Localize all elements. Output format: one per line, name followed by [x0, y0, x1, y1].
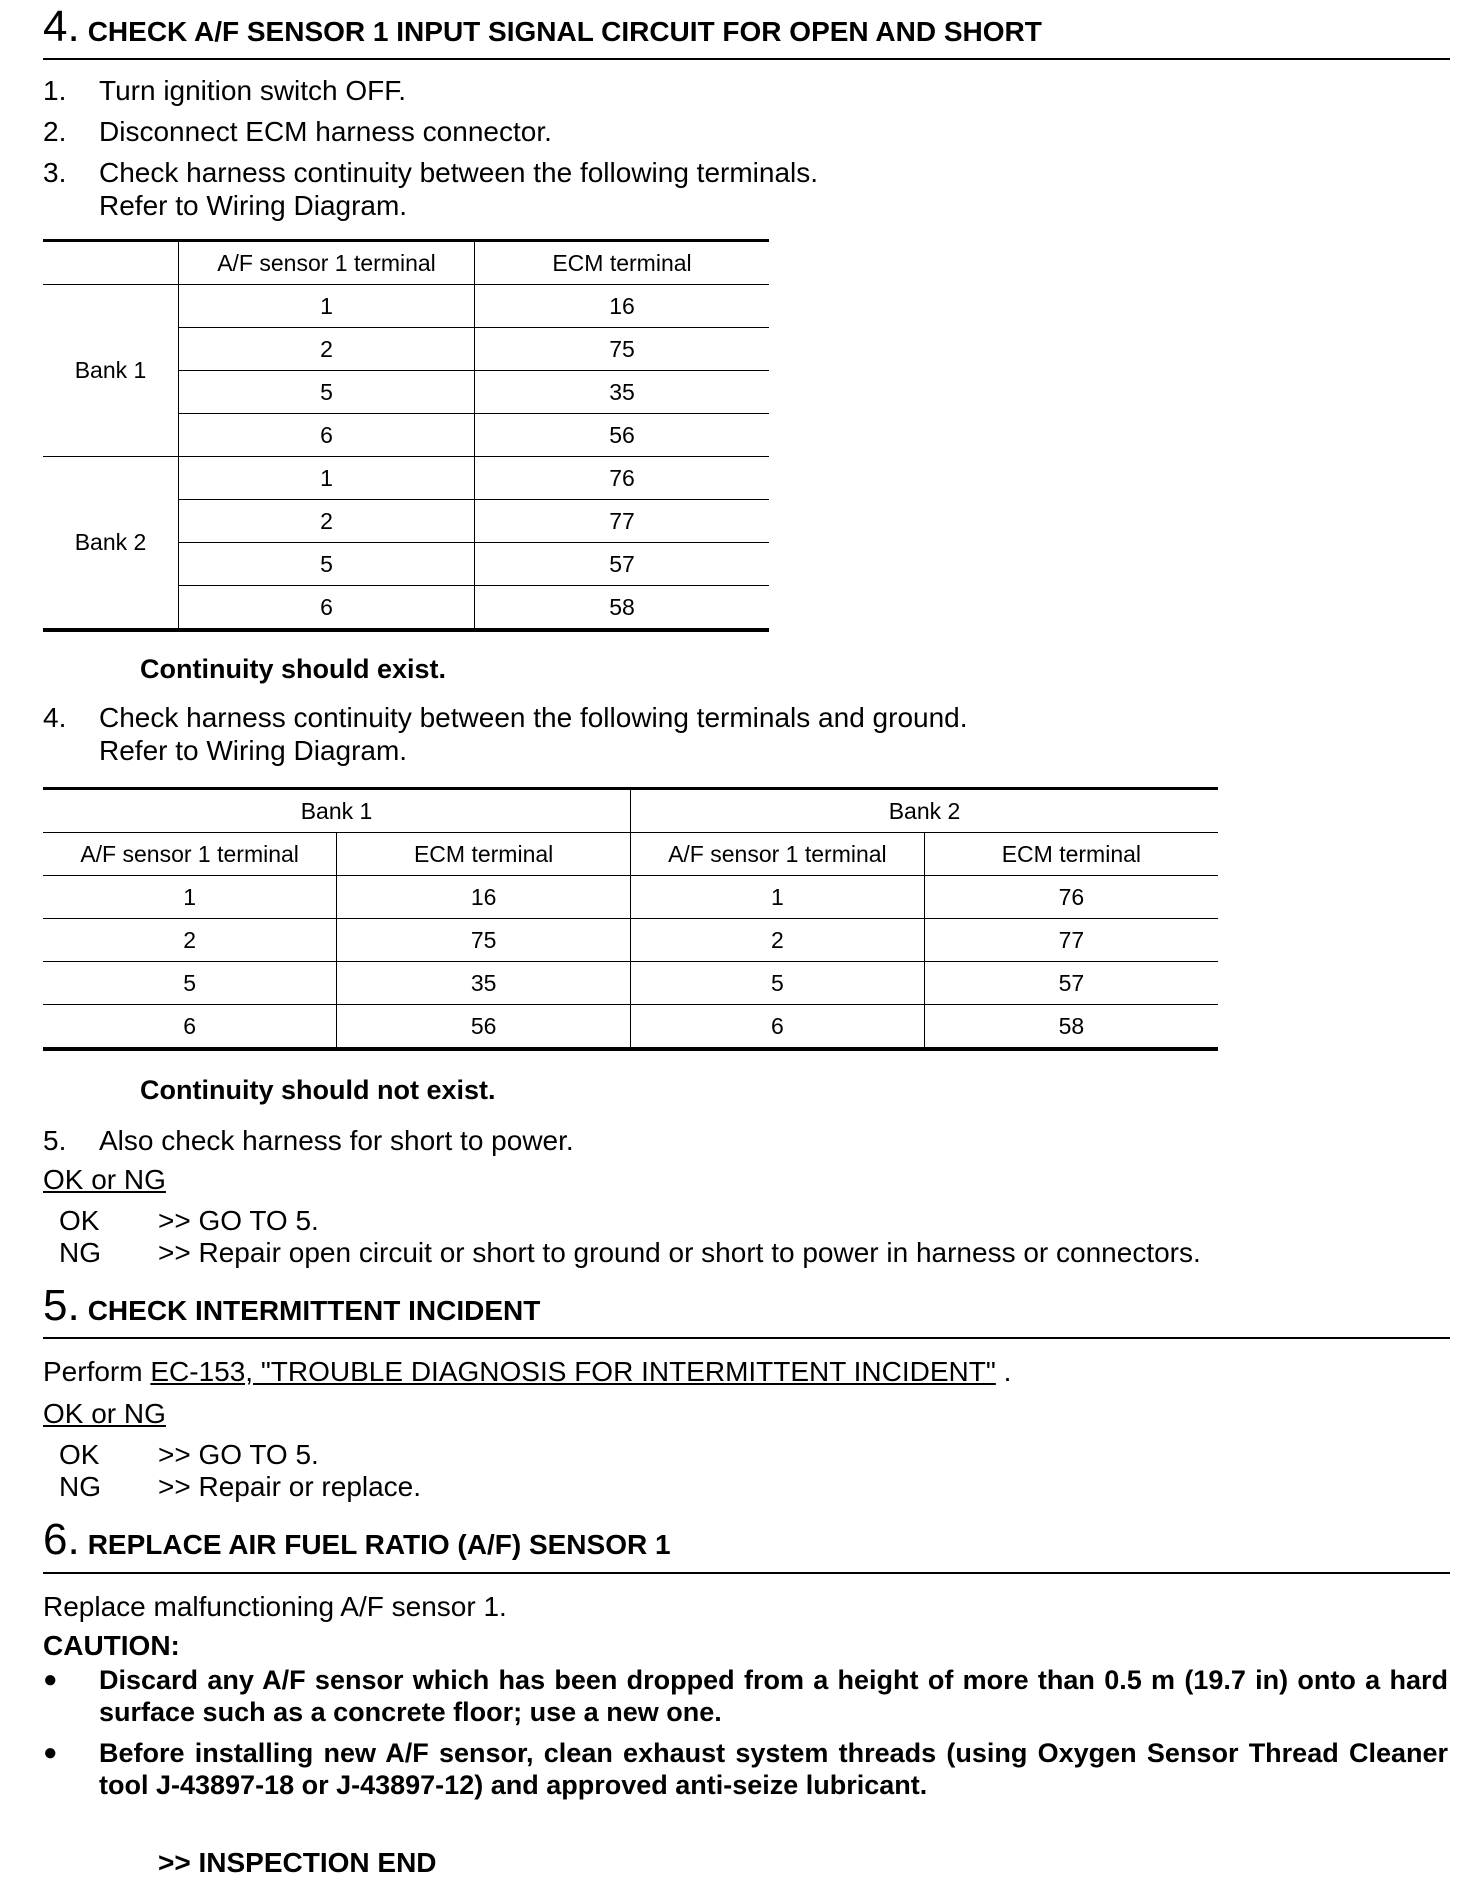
table-group-row	[43, 789, 1218, 833]
table-cell: 75	[475, 328, 770, 371]
section-divider	[43, 1572, 1450, 1574]
table-row	[43, 457, 769, 500]
list-item: 4. Check harness continuity between the following terminals and ground.	[43, 702, 968, 733]
table-cell: 2	[631, 919, 925, 962]
caution-bullet	[43, 1737, 1448, 1801]
ng-key: NG	[59, 1471, 101, 1502]
ok-or-ng-label: OK or NG	[43, 1164, 166, 1195]
ok-action: >> GO TO 5.	[158, 1439, 319, 1470]
ok-or-ng-label: OK or NG	[43, 1398, 166, 1429]
step-4-heading	[43, 2, 1042, 52]
bullet-icon: ●	[43, 1739, 58, 1766]
perform-line: Perform EC-153, "TROUBLE DIAGNOSIS FOR INTERMITTENT INCIDENT" .	[43, 1356, 1012, 1387]
caution-bullet	[43, 1664, 1448, 1728]
step-title: REPLACE AIR FUEL RATIO (A/F) SENSOR 1	[87, 1529, 671, 1560]
step-number: 6.	[43, 1515, 80, 1564]
table-cell: 35	[475, 371, 770, 414]
table-cell: 16	[475, 285, 770, 328]
table-header-row	[43, 833, 1218, 876]
ng-result-row	[43, 1237, 1201, 1269]
instruction-list	[43, 701, 968, 767]
table-header: A/F sensor 1 terminal	[43, 833, 337, 876]
step-title: CHECK INTERMITTENT INCIDENT	[87, 1295, 541, 1326]
table-cell: 6	[183, 1012, 197, 1039]
ground-continuity-table	[43, 787, 1218, 1051]
table-cell: 35	[337, 962, 631, 1005]
table-row	[43, 962, 1218, 1005]
ok-result-row	[43, 1439, 319, 1471]
table-cell: 6	[320, 593, 333, 620]
table-cell: 77	[924, 919, 1218, 962]
bullet-text: Discard any A/F sensor which has been dropped from a height of more than 0.5 m (19.7 in) onto a hard surface such as a concrete floor; use a new one.	[99, 1665, 1448, 1727]
table-cell: 1	[179, 457, 475, 500]
table-row	[43, 919, 1218, 962]
table-cell: 16	[337, 876, 631, 919]
table-cell: 2	[179, 328, 475, 371]
bullet-text: Before installing new A/F sensor, clean exhaust system threads (using Oxygen Sensor Thread Cleaner tool J-43897-18 or J-43897-12) and approved anti-seize lubricant.	[99, 1738, 1448, 1800]
table-cell: 75	[337, 919, 631, 962]
reference-link[interactable]: EC-153, "TROUBLE DIAGNOSIS FOR INTERMITTENT INCIDENT"	[150, 1356, 996, 1387]
list-item: 3. Check harness continuity between the following terminals.	[43, 157, 819, 188]
step-6-heading	[43, 1515, 671, 1565]
ng-result-row	[43, 1471, 421, 1503]
table-cell: 56	[337, 1005, 631, 1050]
table-header: A/F sensor 1 terminal	[631, 833, 925, 876]
ok-result-row	[43, 1205, 319, 1237]
table-cell: 2	[179, 500, 475, 543]
ng-action: >> Repair or replace.	[158, 1471, 422, 1502]
table-cell: 5	[179, 371, 475, 414]
bank-label: Bank 1	[43, 285, 179, 457]
table-cell: 76	[924, 876, 1218, 919]
table-header: ECM terminal	[475, 241, 770, 285]
caution-label: CAUTION:	[43, 1630, 180, 1661]
inspection-end: >> INSPECTION END	[158, 1847, 437, 1878]
table-cell: 77	[475, 500, 770, 543]
step-number: 4.	[43, 2, 80, 51]
result-note: Continuity should exist.	[140, 654, 447, 684]
list-item: 1. Turn ignition switch OFF.	[43, 75, 407, 106]
section-divider	[43, 1337, 1450, 1339]
table-cell: 76	[475, 457, 770, 500]
table-row	[43, 285, 769, 328]
table-header: ECM terminal	[924, 833, 1218, 876]
table-header: A/F sensor 1 terminal	[179, 241, 475, 285]
list-item-sub: Refer to Wiring Diagram.	[99, 735, 408, 766]
section-divider	[43, 58, 1450, 60]
table-cell: 57	[475, 543, 770, 586]
table-cell: 6	[179, 414, 475, 457]
step-5-heading	[43, 1281, 540, 1331]
table-cell: 58	[475, 586, 770, 631]
table-cell: 5	[631, 962, 925, 1005]
step-number: 5.	[43, 1281, 80, 1330]
ng-action: >> Repair open circuit or short to ground or short to power in harness or connectors.	[158, 1237, 1201, 1268]
table-row	[43, 1005, 1218, 1050]
list-item: 5. Also check harness for short to power.	[43, 1125, 574, 1156]
table-cell: 1	[179, 285, 475, 328]
table-cell: 58	[924, 1005, 1218, 1050]
table-header	[43, 241, 179, 285]
table-cell: 5	[179, 543, 475, 586]
table-cell: 56	[475, 414, 770, 457]
table-group-header: Bank 1	[43, 789, 631, 833]
table-cell: 1	[43, 876, 337, 919]
table-header-row	[43, 241, 769, 285]
step-title: CHECK A/F SENSOR 1 INPUT SIGNAL CIRCUIT FOR OPEN AND SHORT	[87, 16, 1042, 47]
list-item: 2. Disconnect ECM harness connector.	[43, 116, 552, 147]
result-note: Continuity should not exist.	[140, 1075, 496, 1105]
ok-key: OK	[59, 1439, 100, 1470]
ok-action: >> GO TO 5.	[158, 1205, 319, 1236]
instruction-list	[43, 74, 818, 222]
table-header: ECM terminal	[337, 833, 631, 876]
table-row	[43, 876, 1218, 919]
replace-instruction: Replace malfunctioning A/F sensor 1.	[43, 1591, 507, 1622]
bank-label: Bank 2	[43, 457, 179, 631]
ng-key: NG	[59, 1237, 101, 1268]
table-cell: 5	[43, 962, 337, 1005]
table-group-header: Bank 2	[631, 789, 1219, 833]
continuity-table	[43, 239, 769, 632]
table-cell: 1	[631, 876, 925, 919]
table-cell: 57	[924, 962, 1218, 1005]
ok-key: OK	[59, 1205, 100, 1236]
table-cell: 6	[631, 1005, 925, 1050]
table-cell: 2	[43, 919, 337, 962]
bullet-icon: ●	[43, 1666, 58, 1693]
list-item-sub: Refer to Wiring Diagram.	[99, 190, 408, 221]
